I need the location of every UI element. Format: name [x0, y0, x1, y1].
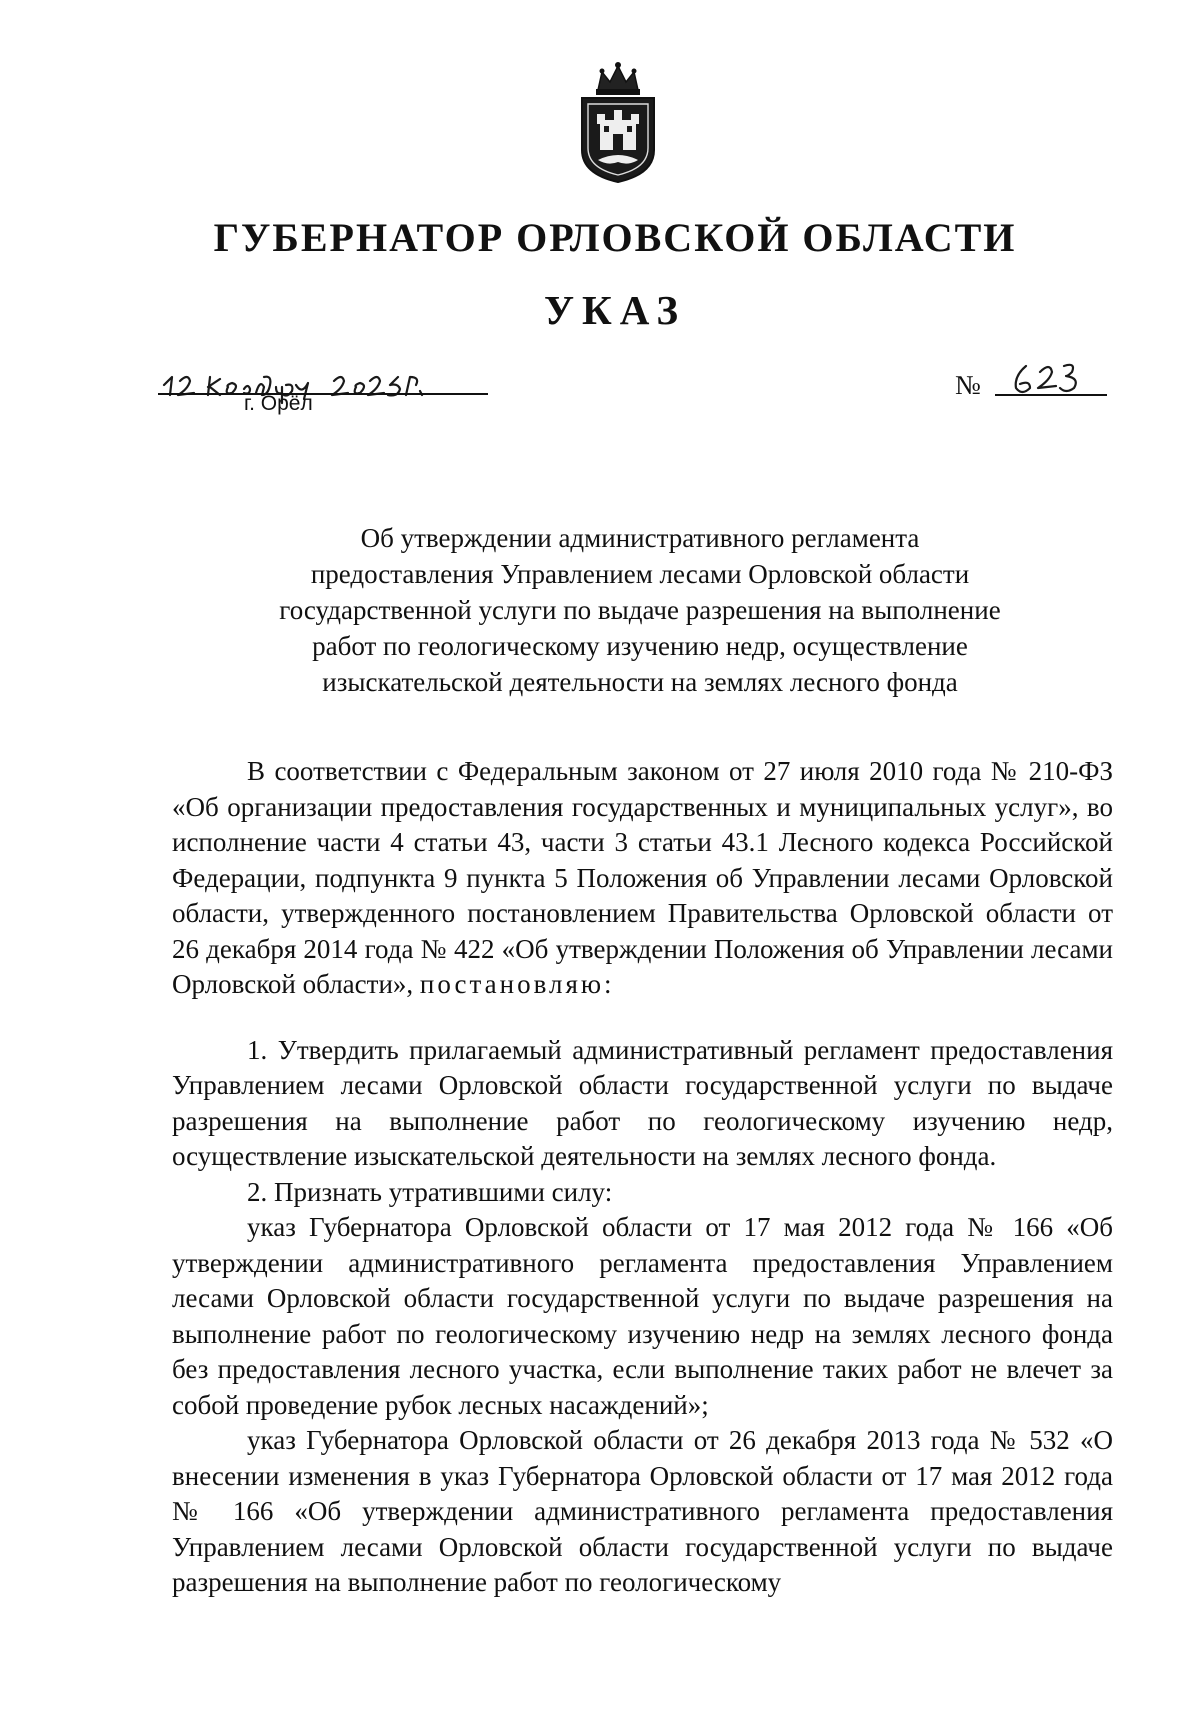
title-line: Об утверждении административного регламента [360, 523, 920, 553]
issuing-authority: ГУБЕРНАТОР ОРЛОВСКОЙ ОБЛАСТИ [213, 215, 1017, 260]
coat-of-arms-icon [568, 58, 668, 186]
title-line: работ по геологическому изучению недр, осуществление [312, 631, 968, 661]
document-body [172, 754, 1113, 1601]
title-line: изыскательской деятельности на землях лесного фонда [322, 667, 958, 697]
date-underline [158, 393, 488, 395]
number-label: № [955, 370, 981, 400]
item-1-paragraph: 1. Утвердить прилагаемый административный регламент предоставления Управлением лесами Орловской области государственной услуги по выдаче разрешения на выполнение работ по геологическому изучению недр, осуществление изыскательской деятельности на землях лесного фонда. [172, 1034, 1113, 1171]
number-underline [995, 394, 1107, 396]
document-type: УКАЗ [543, 287, 687, 333]
document-title [240, 520, 1040, 700]
title-line: государственной услуги по выдаче разрешения на выполнение [279, 595, 1001, 625]
handwritten-date [158, 355, 498, 413]
item-2-paragraph: 2. Признать утратившими силу: [247, 1176, 613, 1207]
title-line: предоставления Управлением лесами Орловской области [310, 559, 970, 589]
handwritten-number [1000, 352, 1110, 404]
preamble-text: В соответствии с Федеральным законом от 27 июля 2010 года № 210-ФЗ «Об организации предоставления государственных и муниципальных услуг», во исполнение части 4 статьи 43, части 3 статьи 43.1 Лесного кодекса Российской Федерации, подпункта 9 пункта 5 Положения об Управлении лесами Орловской области, утвержденного постановлением Правительства Орловской области от 26 декабря 2014 года № 422 «Об утверждении Положения об Управлении лесами Орловской области», [172, 756, 1113, 999]
city-label: г. Орёл [244, 392, 313, 415]
item-2-subitem-b: указ Губернатора Орловской области от 26 декабря 2013 года № 532 «О внесении изменения в указ Губернатора Орловской области от 17 мая 2012 года № 166 «Об утверждении административного регламента предоставления Управлением лесами Орловской области государственной услуги по выдаче разрешения на выполнение работ по геологическому [172, 1425, 1113, 1597]
preamble-paragraph [172, 754, 1113, 1003]
decree-word: постановляю: [419, 969, 615, 999]
item-2-subitem-a: указ Губернатора Орловской области от 17 мая 2012 года № 166 «Об утверждении административного регламента предоставления Управлением лесами Орловской области государственной услуги по выдаче разрешения на выполнение работ по геологическому изучению недр на землях лесного фонда без предоставления лесного участка, если выполнение таких работ не влечет за собой проведение рубок лесных насаждений»; [172, 1212, 1113, 1420]
